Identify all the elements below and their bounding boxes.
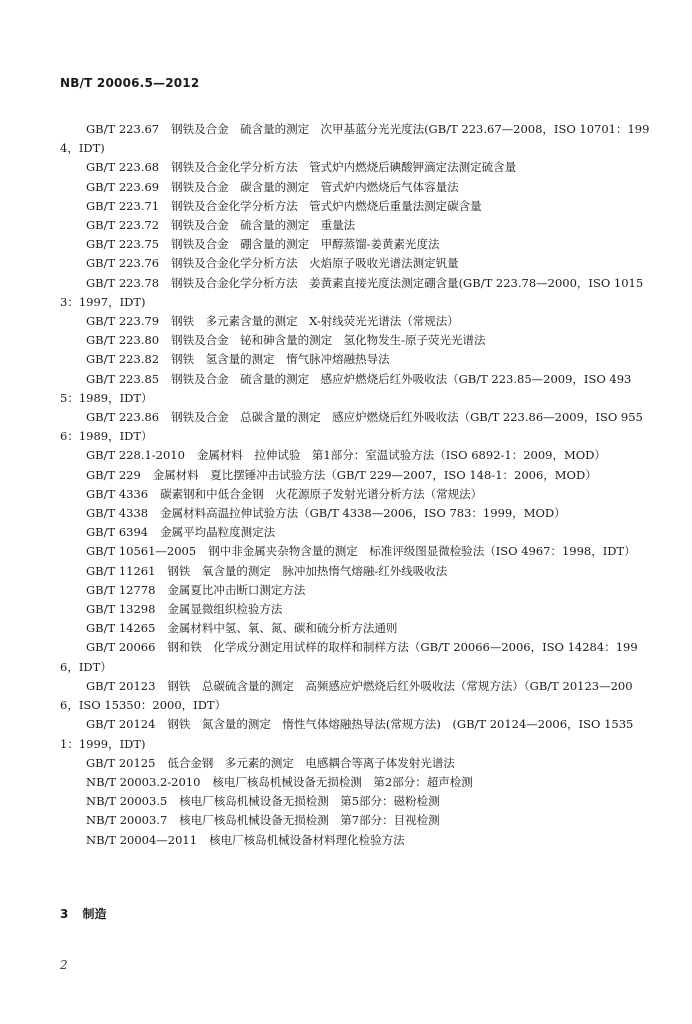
reference-item bbox=[60, 638, 650, 676]
reference-title: 金属显微组织检验方法 bbox=[167, 602, 283, 617]
reference-item bbox=[60, 158, 650, 177]
reference-item bbox=[60, 466, 650, 485]
reference-item bbox=[60, 523, 650, 542]
reference-item bbox=[60, 677, 650, 715]
reference-item bbox=[60, 715, 650, 753]
reference-code: NB/T 20003.5 bbox=[86, 794, 168, 809]
reference-item bbox=[60, 811, 650, 830]
reference-item bbox=[60, 120, 650, 158]
reference-code: GB/T 12778 bbox=[86, 582, 156, 597]
reference-item bbox=[60, 350, 650, 369]
reference-item bbox=[60, 504, 650, 523]
reference-item bbox=[60, 331, 650, 350]
reference-item bbox=[60, 581, 650, 600]
reference-title: 金属平均晶粒度测定法 bbox=[160, 525, 276, 540]
reference-item bbox=[60, 274, 650, 312]
reference-title: 核电厂核岛机械设备无损检测 第2部分：超声检测 bbox=[212, 774, 473, 789]
reference-code: NB/T 20003.7 bbox=[86, 813, 168, 828]
reference-item bbox=[60, 600, 650, 619]
reference-code: NB/T 20004—2011 bbox=[86, 832, 198, 847]
reference-title: 钢和铁 化学成分测定用试样的取样和制样方法（GB/T 20066—2006，ISO 14284：1996，IDT） bbox=[60, 640, 638, 674]
reference-title: 金属材料 拉伸试验 第1部分：室温试验方法（ISO 6892-1：2009，MOD） bbox=[196, 448, 606, 463]
section-heading bbox=[60, 905, 107, 922]
reference-item bbox=[60, 542, 650, 561]
reference-item bbox=[60, 831, 650, 850]
reference-item bbox=[60, 370, 650, 408]
reference-title: 核电厂核岛机械设备无损检测 第7部分：目视检测 bbox=[179, 813, 440, 828]
reference-title: 钢铁及合金化学分析方法 管式炉内燃烧后碘酸钾滴定法测定硫含量 bbox=[171, 160, 517, 175]
reference-code: GB/T 223.80 bbox=[86, 333, 160, 348]
reference-item bbox=[60, 754, 650, 773]
reference-title: 钢铁及合金 硫含量的测定 重量法 bbox=[171, 218, 356, 233]
reference-title: 核电厂核岛机械设备材料理化检验方法 bbox=[209, 832, 405, 847]
reference-item bbox=[60, 773, 650, 792]
reference-code: GB/T 10561—2005 bbox=[86, 544, 197, 559]
reference-item bbox=[60, 446, 650, 465]
reference-code: GB/T 13298 bbox=[86, 602, 156, 617]
reference-title: 钢铁 氧含量的测定 脉冲加热惰气熔融-红外线吸收法 bbox=[167, 563, 448, 578]
reference-code: NB/T 20003.2-2010 bbox=[86, 774, 201, 789]
reference-title: 钢铁 氢含量的测定 惰气脉冲熔融热导法 bbox=[171, 352, 390, 367]
page-number: 2 bbox=[60, 958, 68, 972]
reference-title: 钢铁及合金 硫含量的测定 次甲基蓝分光光度法(GB/T 223.67—2008，ISO 10701：1994，IDT) bbox=[60, 122, 650, 156]
reference-title: 钢铁及合金化学分析方法 姜黄素直接光度法测定硼含量(GB/T 223.78—2000，ISO 10153：1997，IDT) bbox=[60, 275, 644, 309]
reference-code: GB/T 4336 bbox=[86, 486, 149, 501]
reference-code: GB/T 4338 bbox=[86, 506, 149, 521]
reference-item bbox=[60, 312, 650, 331]
reference-item bbox=[60, 235, 650, 254]
reference-code: GB/T 20123 bbox=[86, 678, 156, 693]
reference-title: 钢铁 氮含量的测定 惰性气体熔融热导法(常规方法) (GB/T 20124—2006，ISO 15351：1999，IDT) bbox=[60, 717, 634, 751]
reference-code: GB/T 223.78 bbox=[86, 275, 160, 290]
reference-code: GB/T 223.82 bbox=[86, 352, 160, 367]
reference-title: 钢铁及合金 硼含量的测定 甲醇蒸馏-姜黄素光度法 bbox=[171, 237, 440, 252]
reference-code: GB/T 20125 bbox=[86, 755, 156, 770]
reference-title: 钢铁及合金 碳含量的测定 管式炉内燃烧后气体容量法 bbox=[171, 179, 459, 194]
reference-code: GB/T 228.1-2010 bbox=[86, 448, 185, 463]
reference-code: GB/T 223.86 bbox=[86, 410, 160, 425]
reference-title: 金属材料中氢、氧、氮、碳和硫分析方法通则 bbox=[167, 621, 398, 636]
reference-code: GB/T 223.71 bbox=[86, 198, 160, 213]
reference-code: GB/T 6394 bbox=[86, 525, 149, 540]
reference-title: 钢中非金属夹杂物含量的测定 标准评级图显微检验法（ISO 4967：1998，IDT） bbox=[208, 544, 636, 559]
reference-code: GB/T 223.69 bbox=[86, 179, 160, 194]
reference-item bbox=[60, 178, 650, 197]
reference-code: GB/T 229 bbox=[86, 467, 141, 482]
reference-item bbox=[60, 792, 650, 811]
reference-title: 钢铁及合金化学分析方法 火焰原子吸收光谱法测定钒量 bbox=[171, 256, 459, 271]
reference-code: GB/T 20124 bbox=[86, 717, 156, 732]
standard-id-header: NB/T 20006.5—2012 bbox=[60, 76, 200, 90]
reference-title: 低合金钢 多元素的测定 电感耦合等离子体发射光谱法 bbox=[167, 755, 455, 770]
reference-code: GB/T 223.67 bbox=[86, 122, 160, 136]
reference-item bbox=[60, 619, 650, 638]
reference-code: GB/T 223.85 bbox=[86, 371, 160, 386]
reference-item bbox=[60, 197, 650, 216]
reference-code: GB/T 11261 bbox=[86, 563, 156, 578]
reference-title: 金属材料 夏比摆锤冲击试验方法（GB/T 229—2007，ISO 148-1：2006，MOD） bbox=[152, 467, 597, 482]
normative-references-list bbox=[60, 120, 650, 850]
reference-title: 钢铁及合金化学分析方法 管式炉内燃烧后重量法测定碳含量 bbox=[171, 198, 482, 213]
reference-code: GB/T 223.76 bbox=[86, 256, 160, 271]
reference-title: 核电厂核岛机械设备无损检测 第5部分：磁粉检测 bbox=[179, 794, 440, 809]
reference-code: GB/T 223.68 bbox=[86, 160, 160, 175]
section-number: 3 bbox=[60, 907, 69, 921]
reference-title: 钢铁 总碳硫含量的测定 高频感应炉燃烧后红外吸收法（常规方法）（GB/T 20123—2006，ISO 15350：2000，IDT） bbox=[60, 678, 633, 713]
reference-item bbox=[60, 562, 650, 581]
reference-code: GB/T 14265 bbox=[86, 621, 156, 636]
reference-code: GB/T 20066 bbox=[86, 640, 156, 655]
reference-title: 碳素钢和中低合金钢 火花源原子发射光谱分析方法（常规法） bbox=[160, 486, 483, 501]
reference-item bbox=[60, 408, 650, 446]
reference-title: 钢铁及合金 总碳含量的测定 感应炉燃烧后红外吸收法（GB/T 223.86—2009，ISO 9556：1989，IDT） bbox=[60, 410, 643, 444]
reference-title: 金属材料高温拉伸试验方法（GB/T 4338—2006，ISO 783：1999，MOD） bbox=[160, 506, 566, 521]
reference-title: 钢铁 多元素含量的测定 X-射线荧光光谱法（常规法） bbox=[171, 314, 459, 329]
section-title: 制造 bbox=[82, 907, 107, 921]
reference-item bbox=[60, 485, 650, 504]
reference-title: 钢铁及合金 铋和砷含量的测定 氢化物发生-原子荧光光谱法 bbox=[171, 333, 486, 348]
reference-code: GB/T 223.79 bbox=[86, 314, 160, 329]
reference-item bbox=[60, 254, 650, 273]
reference-code: GB/T 223.72 bbox=[86, 218, 160, 233]
reference-item bbox=[60, 216, 650, 235]
reference-code: GB/T 223.75 bbox=[86, 237, 160, 252]
reference-title: 金属夏比冲击断口测定方法 bbox=[167, 582, 306, 597]
reference-title: 钢铁及合金 硫含量的测定 感应炉燃烧后红外吸收法（GB/T 223.85—2009，ISO 4935：1989，IDT） bbox=[60, 371, 632, 405]
